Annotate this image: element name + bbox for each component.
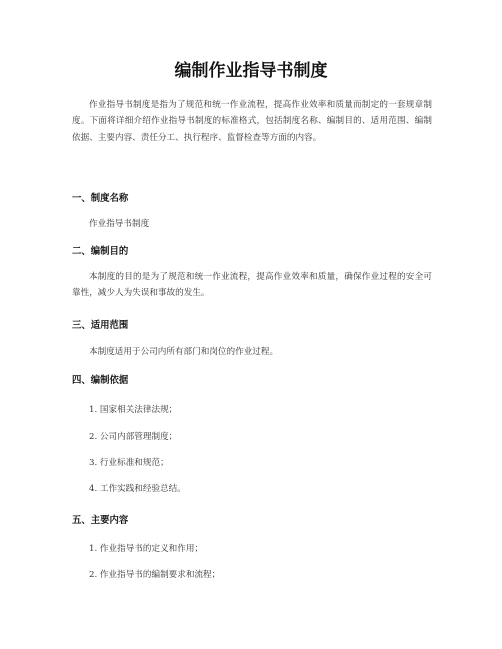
section-heading-scope: 三、适用范围 xyxy=(72,320,129,331)
list-item: 2. 作业指导书的编制要求和流程； xyxy=(89,570,221,580)
section-heading-purpose: 二、编制目的 xyxy=(72,246,129,257)
list-item: 2. 公司内部管理制度； xyxy=(89,432,178,442)
list-item: 1. 作业指导书的定义和作用； xyxy=(89,544,204,554)
section-body-scope: 本制度适用于公司内所有部门和岗位的作业过程。 xyxy=(89,347,279,357)
section-body-name: 作业指导书制度 xyxy=(89,219,150,229)
list-item: 4. 工作实践和经验总结。 xyxy=(89,484,186,494)
section-heading-basis: 四、编制依据 xyxy=(72,375,129,386)
list-item: 3. 行业标准和规范； xyxy=(89,458,169,468)
list-item: 1. 国家相关法律法规； xyxy=(89,405,178,415)
intro-paragraph: 作业指导书制度是指为了规范和统一作业流程，提高作业效率和质量而制定的一套规章制度。下面将详细介绍作业指导书制度的标准格式，包括制度名称、编制目的、适用范围、编制依据、主要内容、责任分工、执行程序、监督检查等方面的内容。 xyxy=(72,100,432,143)
section-heading-name: 一、制度名称 xyxy=(72,193,129,204)
section-body-purpose: 本制度的目的是为了规范和统一作业流程，提高作业效率和质量，确保作业过程的安全可靠性，减少人为失误和事故的发生。 xyxy=(72,272,432,299)
document-title: 编制作业指导书制度 xyxy=(174,61,328,81)
section-heading-content: 五、主要内容 xyxy=(72,515,129,526)
